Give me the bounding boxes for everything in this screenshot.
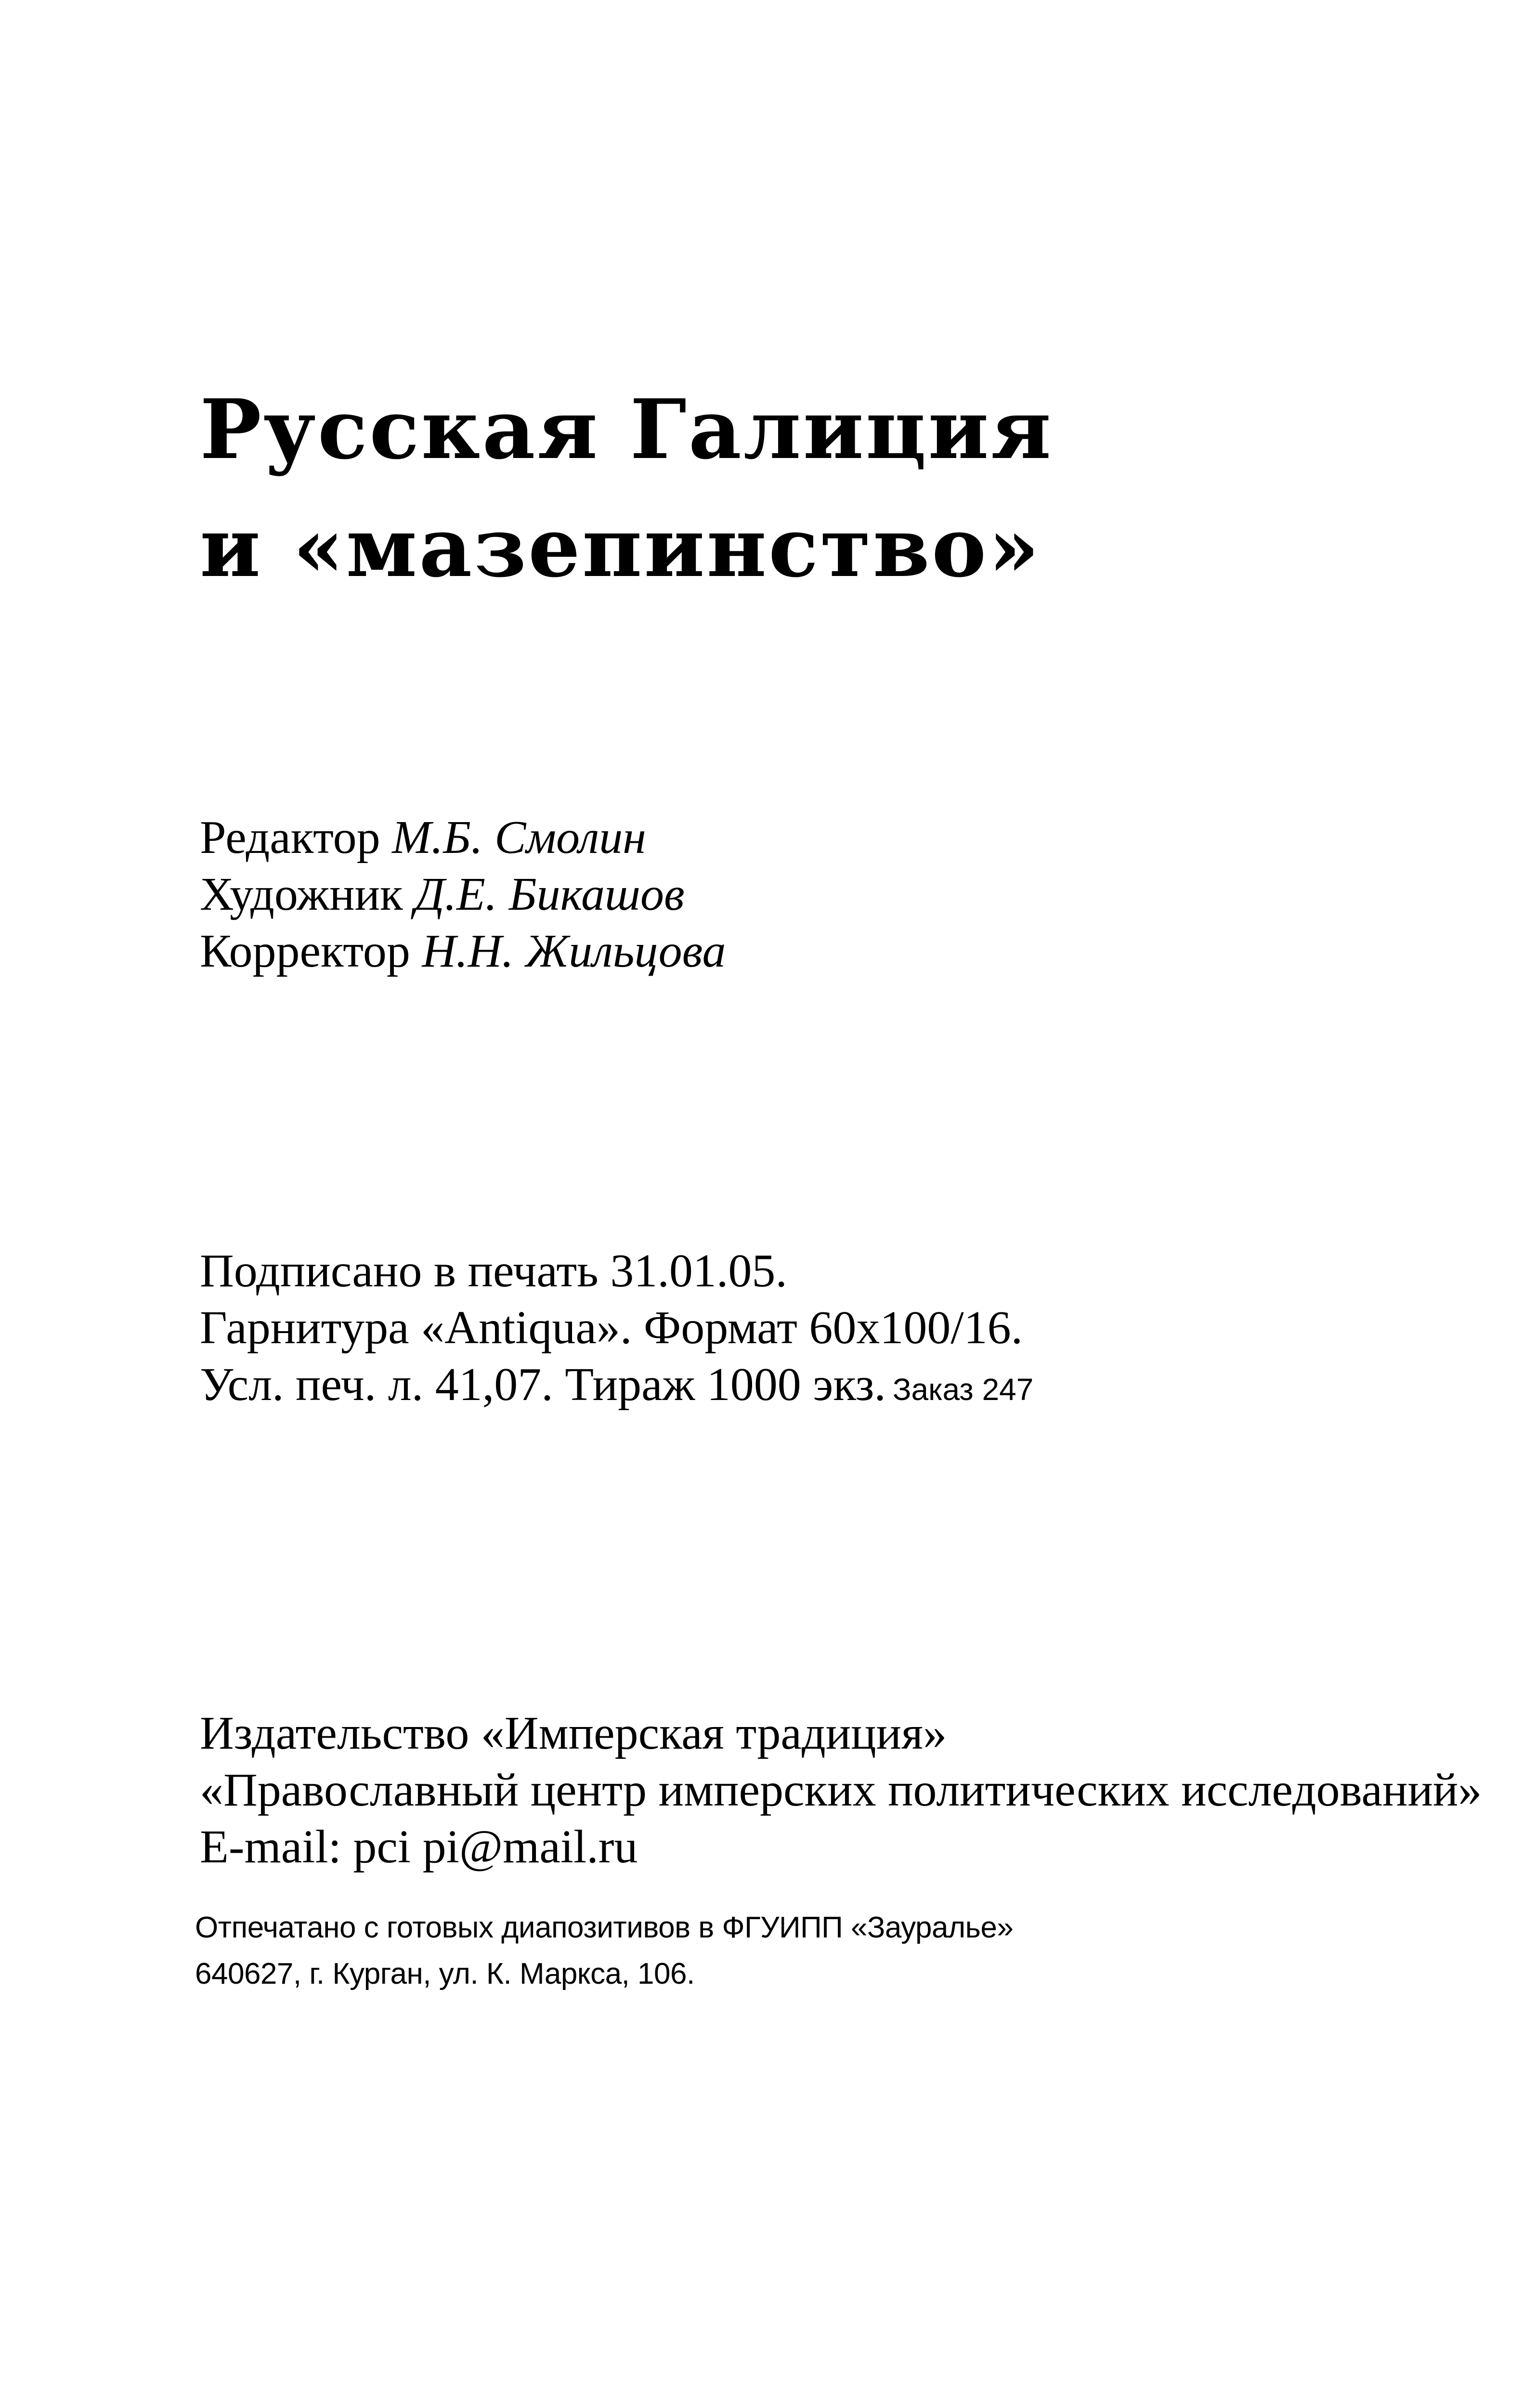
imprint-print-run-line [200, 1356, 1033, 1418]
imprint-signed: Подписано в печать 31.01.05. [200, 1245, 787, 1297]
publisher-block [200, 1705, 1482, 1875]
credit-role: Редактор [200, 811, 380, 864]
credits-block [200, 809, 726, 980]
imprint-typeface: Гарнитура «Antiqua». Формат 60x100/16. [200, 1302, 1023, 1354]
printer-line-1: Отпечатано с готовых диапозитивов в ФГУИПП «Зауралье» [195, 1911, 1014, 1944]
title-line-2: и «мазепинство» [200, 499, 1041, 596]
credit-name: Д.Е. Бикашов [415, 868, 685, 920]
book-title [200, 371, 1053, 607]
publisher-email: E-mail: pci pi@mail.ru [200, 1821, 638, 1873]
credit-role: Художник [200, 868, 403, 920]
credit-name: М.Б. Смолин [392, 811, 646, 864]
title-line-1: Русская Галиция [200, 381, 1054, 478]
credit-role: Корректор [200, 925, 410, 977]
credit-name: Н.Н. Жильцова [422, 925, 726, 977]
imprint-print-sheets: Усл. печ. л. 41,07. Тираж 1000 экз. [200, 1359, 886, 1411]
imprint-block [200, 1243, 1033, 1418]
credit-editor [200, 809, 726, 866]
publisher-name: Издательство «Имперская традиция» [200, 1707, 947, 1759]
printer-block [195, 1905, 1013, 1997]
credit-proofreader [200, 923, 726, 980]
publisher-center: «Православный центр имперских политических исследований» [200, 1764, 1482, 1816]
printer-line-2: 640627, г. Курган, ул. К. Маркса, 106. [195, 1957, 695, 1990]
credit-artist [200, 866, 726, 923]
imprint-order-number: Заказ 247 [892, 1372, 1034, 1407]
